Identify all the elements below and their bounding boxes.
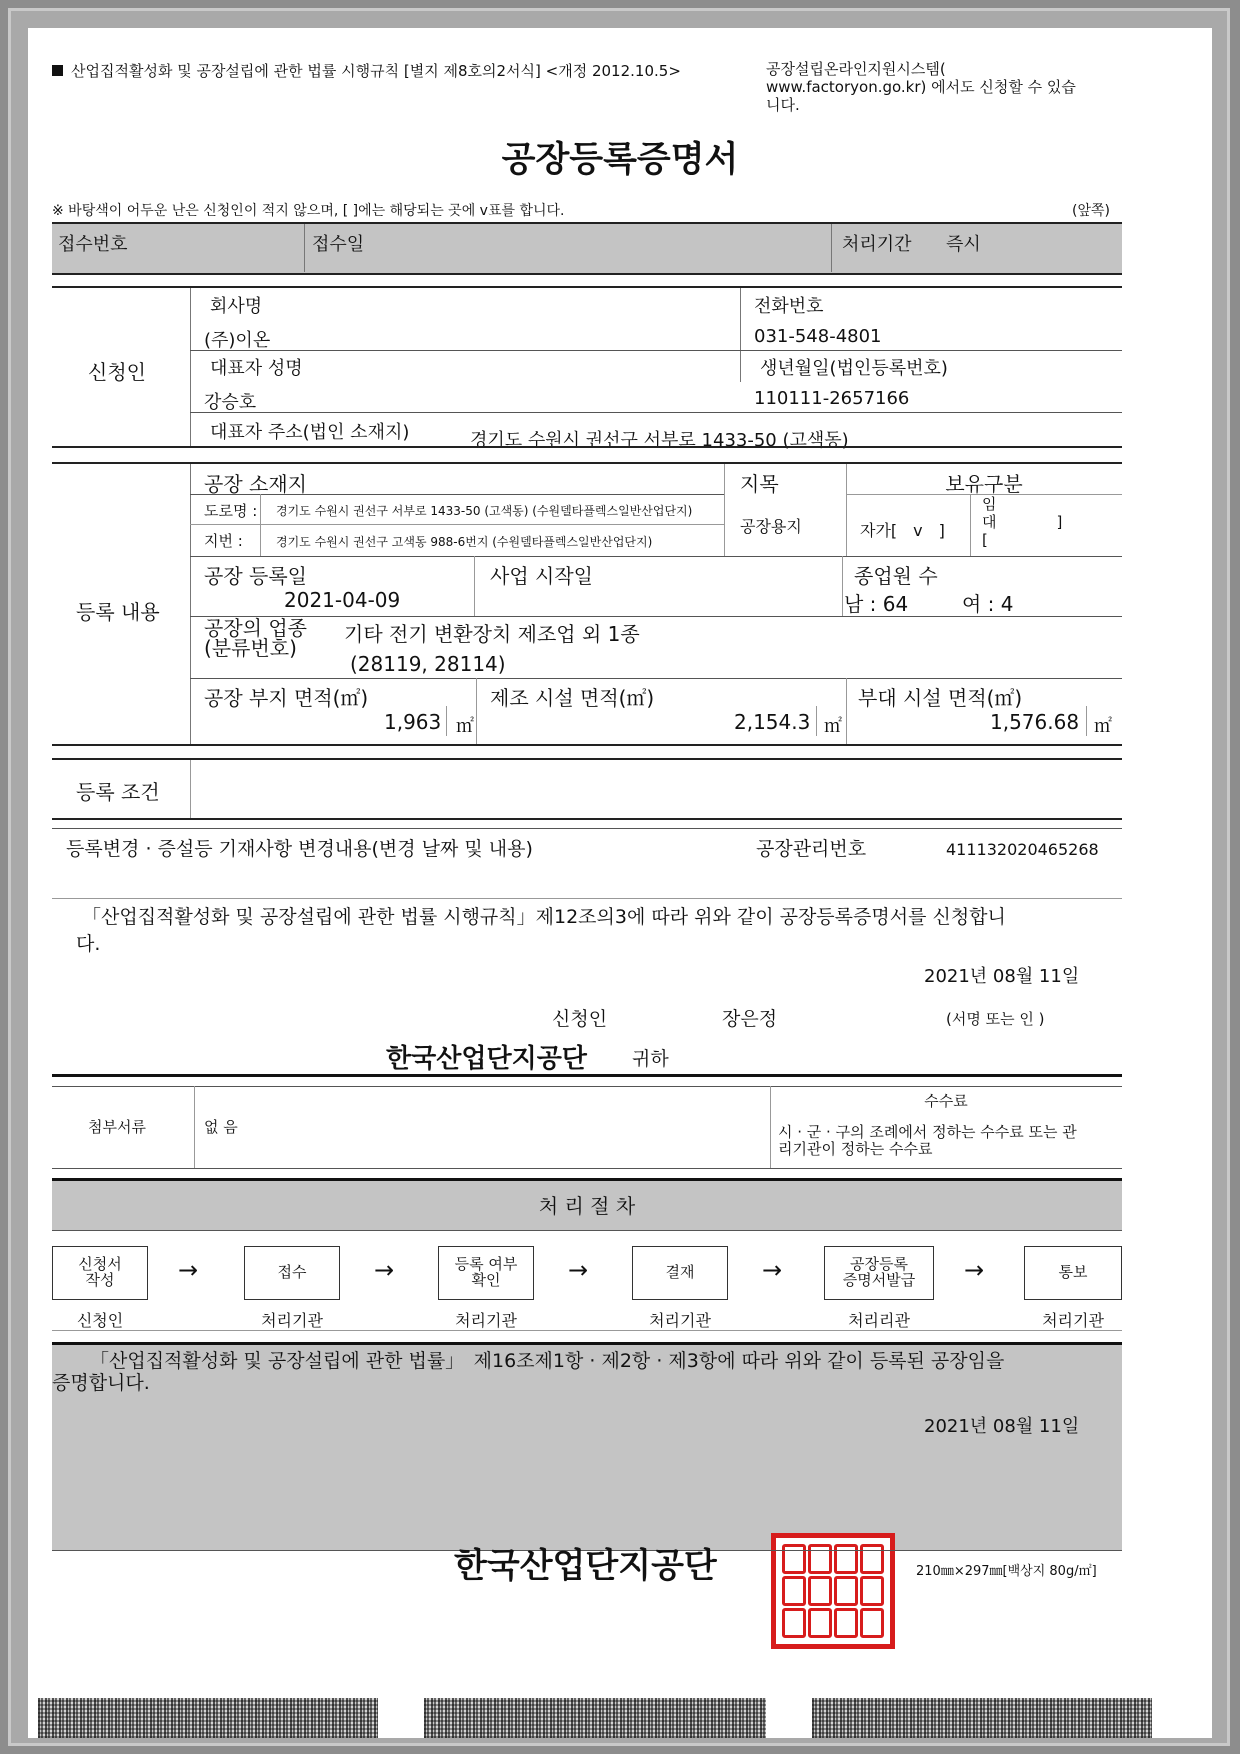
issuer-name: 한국산업단지공단 [454, 1546, 717, 1586]
rep-address-value: 경기도 수원시 권선구 서부로 1433-50 (고색동) [470, 430, 849, 451]
birth-value: 110111-2657166 [754, 388, 910, 409]
procedure-title: 처 리 절 차 [538, 1194, 636, 1218]
procedure-actor: 신청인 [76, 1311, 124, 1330]
road-address-value: 경기도 수원시 권선구 서부로 1433-50 (고색동) (수원델타플렉스일반산업단지) [276, 504, 693, 518]
applicant-section-label: 신청인 [88, 360, 146, 384]
application-date: 2021년 08월 11일 [924, 966, 1080, 987]
mfg-area-label: 제조 시설 면적(㎡) [490, 686, 655, 710]
land-category-label: 지목 [740, 472, 779, 496]
law-reference: 산업집적활성화 및 공장설립에 관한 법률 시행규칙 [별지 제8호의2서식] <개정 2012.10.5> [52, 60, 681, 81]
business-start-label: 사업 시작일 [490, 564, 593, 588]
arrow-icon: → [374, 1256, 395, 1284]
document-page [28, 28, 1212, 1738]
procedure-actor: 처리기관 [649, 1311, 711, 1330]
management-number-value: 411132020465268 [946, 840, 1099, 859]
site-area-unit: ㎡ [456, 716, 474, 737]
site-area-value: 1,963 [384, 710, 442, 734]
aux-area-value: 1,576.68 [990, 710, 1080, 734]
company-name-label: 회사명 [210, 296, 263, 317]
industry-value: 기타 전기 변환장치 제조업 외 1종 [344, 622, 640, 646]
mfg-area-value: 2,154.3 [734, 710, 811, 734]
industry-codes: (28119, 28114) [350, 652, 506, 676]
procedure-step-issue: 공장등록 증명서발급 [824, 1246, 934, 1300]
aux-area-label: 부대 시설 면적(㎡) [858, 686, 1023, 710]
applicant-signer-label: 신청인 [552, 1008, 608, 1030]
representative-value: 강승호 [204, 392, 257, 413]
document-title: 공장등록증명서 [501, 140, 739, 180]
procedure-actor: 처리기관 [455, 1311, 517, 1330]
procedure-step-apply: 신청서 작성 [52, 1246, 148, 1300]
registration-section-label: 등록 내용 [76, 600, 160, 624]
conditions-label: 등록 조건 [76, 780, 160, 804]
ownership-label: 보유구분 [945, 472, 1023, 496]
online-notice: 공장설립온라인지원시스템( www.factoryon.go.kr) 에서도 신청할 수 있습 니다. [766, 60, 1076, 114]
road-address-label: 도로명 : [204, 502, 258, 520]
sign-note: (서명 또는 인 ) [946, 1010, 1045, 1028]
employees-male: 남 : 64 [844, 592, 909, 616]
ownership-lease-option: 임 대 ] [ [982, 495, 1063, 549]
receipt-number-label: 접수번호 [58, 234, 128, 255]
procedure-actor: 처리기관 [1042, 1311, 1104, 1330]
rep-address-label: 대표자 주소(법인 소재지) [210, 422, 410, 443]
birth-label: 생년월일(법인등록번호) [760, 358, 948, 379]
arrow-icon: → [964, 1256, 985, 1284]
lot-address-value: 경기도 수원시 권선구 고색동 988-6번지 (수원델타플렉스일반산업단지) [276, 535, 653, 549]
receipt-date-label: 접수일 [312, 234, 365, 255]
arrow-icon: → [568, 1256, 589, 1284]
certificate-statement: 「산업집적활성화 및 공장설립에 관한 법률」 제16조제1항 · 제2항 · 제3항에 따라 위와 같이 등록된 공장임을 증명합니다. [52, 1350, 1005, 1394]
fee-description: 시 · 군 · 구의 조례에서 정하는 수수료 또는 관 리기관이 정하는 수수료 [778, 1123, 1077, 1158]
recipient-name: 한국산업단지공단 [386, 1044, 587, 1074]
application-statement: 「산업집적활성화 및 공장설립에 관한 법률 시행규칙」제12조의3에 따라 위와 같이 공장등록증명서를 신청합니 다. [76, 906, 1006, 955]
procedure-actor: 처리리관 [848, 1311, 910, 1330]
procedure-step-notify: 통보 [1024, 1246, 1122, 1300]
attachments-label: 첨부서류 [88, 1118, 146, 1136]
ownership-own-option: 자가[ v ] [860, 521, 945, 540]
processing-period-value: 즉시 [946, 234, 981, 255]
employees-label: 종업원 수 [854, 564, 938, 588]
company-name-value: (주)이온 [204, 330, 271, 351]
paper-spec: 210㎜×297㎜[백상지 80g/㎡] [916, 1564, 1097, 1579]
fee-label: 수수료 [924, 1092, 968, 1110]
attachments-value: 없 음 [204, 1118, 238, 1136]
procedure-step-receive: 접수 [244, 1246, 340, 1300]
certificate-date: 2021년 08월 11일 [924, 1416, 1080, 1437]
management-number-label: 공장관리번호 [756, 838, 867, 860]
representative-label: 대표자 성명 [210, 358, 303, 379]
lot-address-label: 지번 : [204, 532, 243, 550]
arrow-icon: → [178, 1256, 199, 1284]
industry-label: 공장의 업종 (분류번호) [204, 616, 307, 660]
change-history-label: 등록변경 · 증설등 기재사항 변경내용(변경 날짜 및 내용) [66, 838, 533, 860]
processing-period-label: 처리기간 [842, 234, 912, 255]
arrow-icon: → [762, 1256, 783, 1284]
employees-female: 여 : 4 [962, 592, 1014, 616]
aux-area-unit: ㎡ [1094, 716, 1112, 737]
procedure-actor: 처리기관 [261, 1311, 323, 1330]
procedure-step-approve: 결재 [632, 1246, 728, 1300]
mfg-area-unit: ㎡ [824, 716, 842, 737]
registration-date-label: 공장 등록일 [204, 564, 307, 588]
phone-value: 031-548-4801 [754, 326, 882, 347]
applicant-signer-name: 장은정 [722, 1008, 778, 1030]
site-area-label: 공장 부지 면적(㎡) [204, 686, 369, 710]
land-category-value: 공장용지 [740, 517, 802, 536]
phone-label: 전화번호 [754, 296, 824, 317]
page-side: (앞쪽) [1072, 203, 1110, 219]
factory-location-label: 공장 소재지 [204, 472, 307, 496]
form-note: ※ 바탕색이 어두운 난은 신청인이 적지 않으며, [ ]에는 해당되는 곳에 v표를 합니다. [52, 203, 565, 219]
recipient-suffix: 귀하 [632, 1048, 669, 1070]
registration-date-value: 2021-04-09 [284, 588, 401, 612]
procedure-step-verify: 등록 여부 확인 [438, 1246, 534, 1300]
